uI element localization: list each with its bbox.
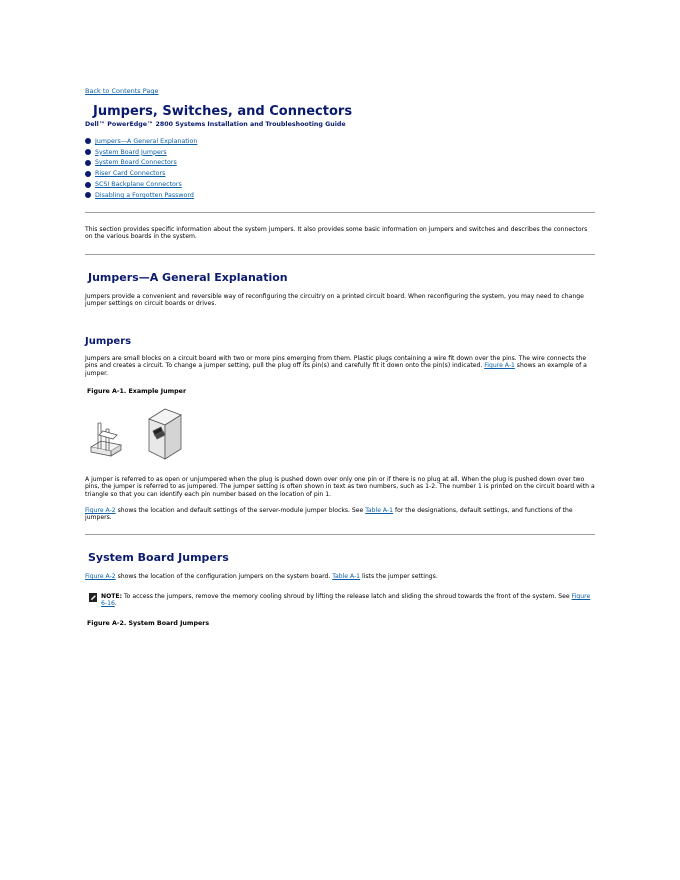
back-to-contents-link[interactable]: Back to Contents Page xyxy=(85,87,159,95)
toc-item xyxy=(85,190,197,201)
open-jumper-icon xyxy=(91,423,121,456)
bullet-icon xyxy=(85,171,91,177)
note-pencil-icon xyxy=(89,593,97,602)
toc-item xyxy=(85,158,197,169)
figure-6-16-link[interactable]: Figure 6-16 xyxy=(101,593,591,608)
bullet-icon xyxy=(85,160,91,166)
divider xyxy=(85,534,595,535)
section-heading-general-explanation: Jumpers—A General Explanation xyxy=(88,271,288,284)
figure-a2-caption: Figure A-2. System Board Jumpers xyxy=(87,620,210,627)
page-title: Jumpers, Switches, and Connectors xyxy=(93,104,353,119)
note-label: NOTE: xyxy=(101,593,123,600)
toc-link-riser-card-connectors[interactable]: Riser Card Connectors xyxy=(95,170,166,178)
toc-item xyxy=(85,168,197,179)
jumper-blocks-paragraph: Figure A-2 shows the location and default settings of the server-module jumper blocks. See Table A-1 for the designations, default settings, and functions of the jumpers. xyxy=(85,507,573,522)
jumper-plug-icon xyxy=(149,409,181,459)
figure-a2-link[interactable]: Figure A-2 xyxy=(85,573,116,580)
toc-link-general-explanation[interactable]: Jumpers—A General Explanation xyxy=(95,137,198,145)
table-a1-link[interactable]: Table A-1 xyxy=(332,573,361,580)
jumper-states-paragraph: A jumper is referred to as open or unjumpered when the plug is pushed down over only one pin or if there is no plug at all. When the plug is pushed down over two pins, the jumper is referred to as jumpered. The jumper setting is often shown in text as two numbers, such as 1-2. The number 1 is printed on the circuit board with a triangle so that you can identify each pin number based on the location of pin 1. xyxy=(85,476,595,498)
bullet-icon xyxy=(85,149,91,155)
section-heading-system-board-jumpers: System Board Jumpers xyxy=(88,551,229,564)
toc-item xyxy=(85,179,197,190)
bullet-icon xyxy=(85,182,91,188)
figure-a1-link[interactable]: Figure A-1 xyxy=(484,362,515,370)
toc-link-scsi-backplane-connectors[interactable]: SCSI Backplane Connectors xyxy=(95,181,182,189)
toc-item xyxy=(85,136,197,147)
section-heading-jumpers: Jumpers xyxy=(85,336,132,347)
bullet-icon xyxy=(85,192,91,198)
intro-paragraph: This section provides specific information about the system jumpers. It also provides some basic information on jumpers and switches and describes the connectors on the various boards in the system. xyxy=(85,226,588,241)
divider xyxy=(85,254,595,255)
note-callout: NOTE: To access the jumpers, remove the memory cooling shroud by lifting the release latch and sliding the shroud towards the front of the system. See Figure 6-16. xyxy=(101,593,591,608)
table-of-contents xyxy=(85,136,197,201)
table-a1-link[interactable]: Table A-1 xyxy=(365,507,394,514)
guide-subtitle: Dell™ PowerEdge™ 2800 Systems Installation and Troubleshooting Guide xyxy=(85,121,346,128)
example-jumper-illustration xyxy=(87,405,187,461)
toc-link-disabling-password[interactable]: Disabling a Forgotten Password xyxy=(95,191,194,199)
toc-link-system-board-jumpers[interactable]: System Board Jumpers xyxy=(95,148,167,156)
divider xyxy=(85,212,595,213)
bullet-icon xyxy=(85,138,91,144)
figure-a2-link[interactable]: Figure A-2 xyxy=(85,507,116,514)
system-board-jumpers-paragraph: Figure A-2 shows the location of the configuration jumpers on the system board. Table A-1 lists the jumper settings. xyxy=(85,573,438,580)
toc-item xyxy=(85,147,197,158)
figure-a1-caption: Figure A-1. Example Jumper xyxy=(87,388,187,395)
toc-link-system-board-connectors[interactable]: System Board Connectors xyxy=(95,159,177,167)
general-explanation-paragraph: Jumpers provide a convenient and reversible way of reconfiguring the circuitry on a printed circuit board. When reconfiguring the system, you may need to change jumper settings on circuit boards or drives. xyxy=(85,293,584,308)
jumpers-paragraph: Jumpers are small blocks on a circuit board with two or more pins emerging from them. Plastic plugs containing a wire fit down over the pins. The wire connects the pins and creates a circuit. To change a jumper setting, pull the plug off its pin(s) and carefully fit it down onto the pin(s) indicated. Figure A-1 shows an example of a jumper. xyxy=(85,355,587,377)
